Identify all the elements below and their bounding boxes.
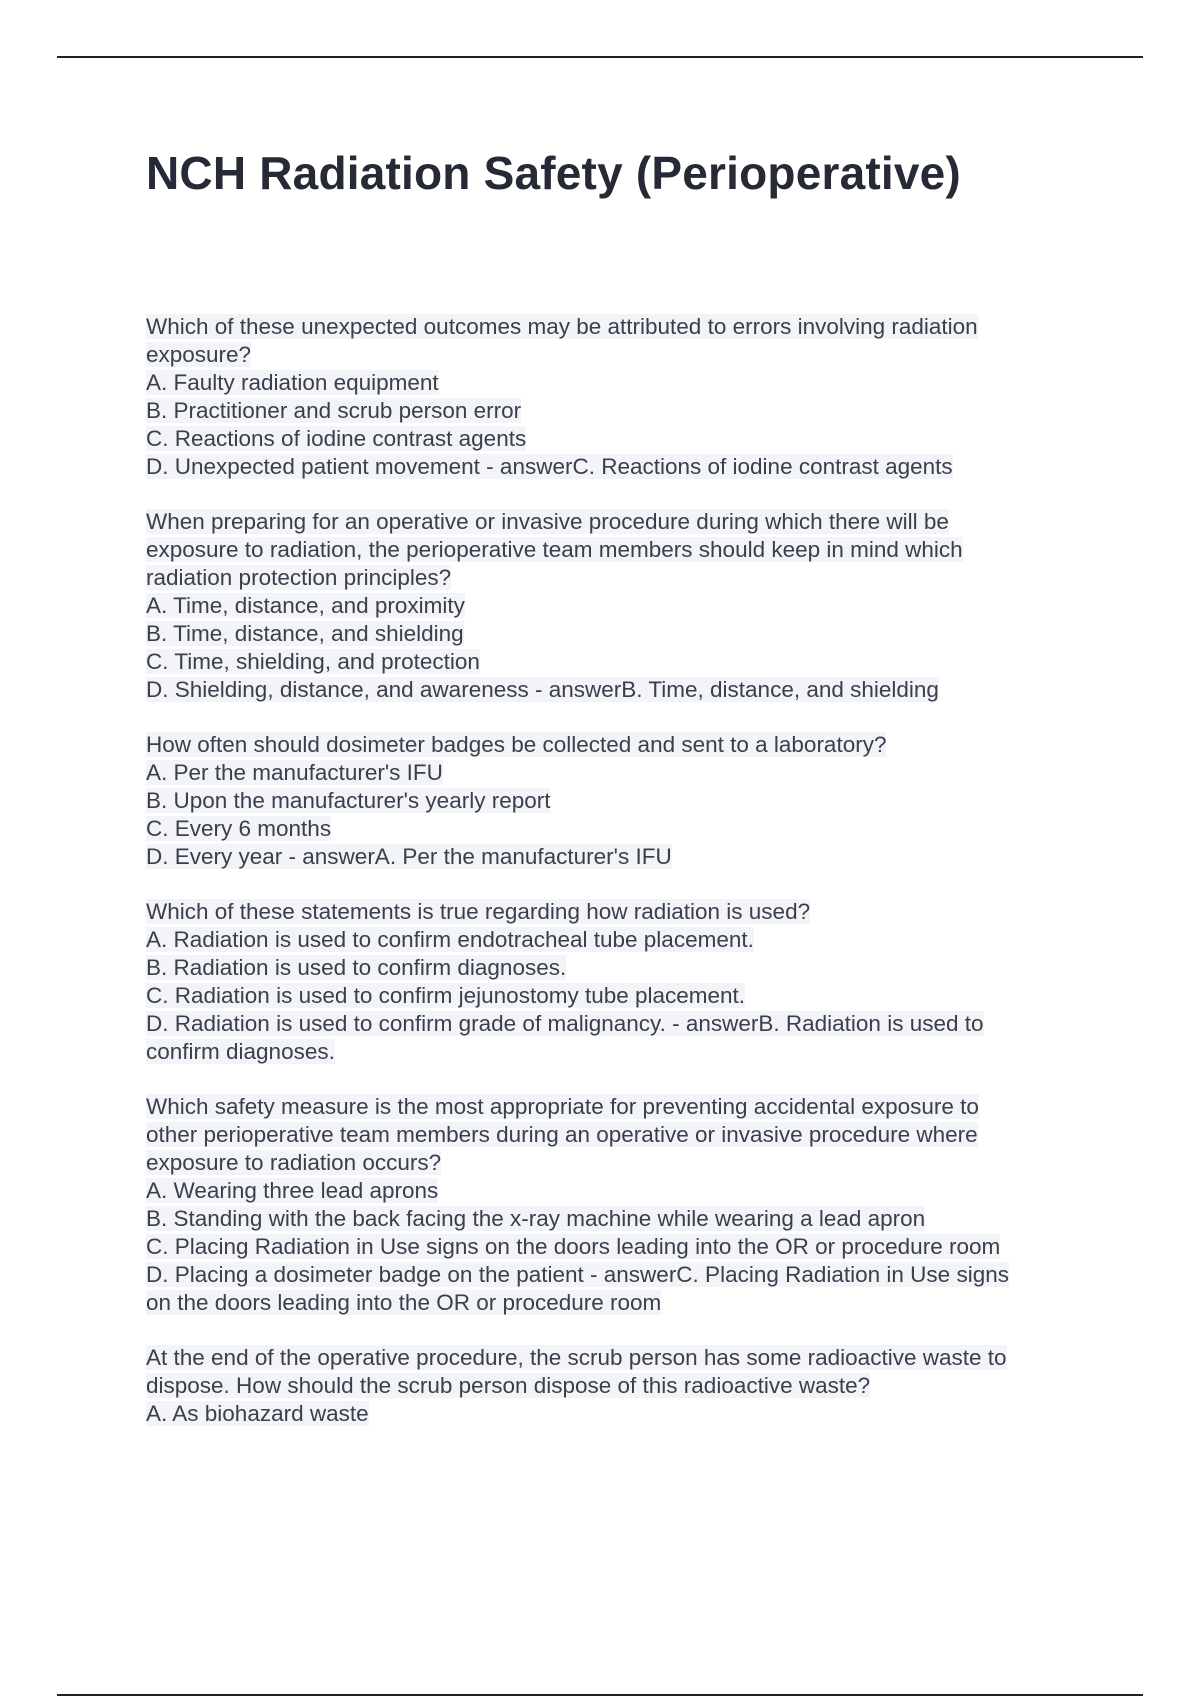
question-block (146, 898, 1086, 1066)
question-block (146, 508, 1086, 704)
answer-option: B. Standing with the back facing the x-ray machine while wearing a lead apron (146, 1206, 926, 1231)
question-list (146, 313, 1086, 1455)
answer-option: B. Time, distance, and shielding (146, 621, 464, 646)
answer-option: A. Per the manufacturer's IFU (146, 760, 443, 785)
answer-option: B. Practitioner and scrub person error (146, 398, 522, 423)
answer-option-with-answer: D. Placing a dosimeter badge on the patient - answerC. Placing Radiation in Use signs (146, 1262, 1009, 1287)
answer-option: A. As biohazard waste (146, 1401, 369, 1426)
answer-continuation: on the doors leading into the OR or procedure room (146, 1290, 662, 1315)
answer-option: C. Time, shielding, and protection (146, 649, 480, 674)
answer-option: C. Every 6 months (146, 816, 332, 841)
question-text: exposure to radiation, the perioperative team members should keep in mind which (146, 537, 963, 562)
question-block (146, 731, 1086, 871)
question-text: radiation protection principles? (146, 565, 452, 590)
question-text: exposure to radiation occurs? (146, 1150, 442, 1175)
answer-option: C. Placing Radiation in Use signs on the doors leading into the OR or procedure room (146, 1234, 1001, 1259)
answer-option-with-answer: D. Radiation is used to confirm grade of malignancy. - answerB. Radiation is used to (146, 1011, 984, 1036)
question-text: other perioperative team members during an operative or invasive procedure where (146, 1122, 978, 1147)
question-text: exposure? (146, 342, 252, 367)
question-text: When preparing for an operative or invasive procedure during which there will be (146, 509, 949, 534)
answer-option-with-answer: D. Shielding, distance, and awareness - answerB. Time, distance, and shielding (146, 677, 939, 702)
bottom-rule (57, 1694, 1143, 1696)
answer-option: B. Radiation is used to confirm diagnoses. (146, 955, 567, 980)
question-block (146, 313, 1086, 481)
question-text: Which safety measure is the most appropriate for preventing accidental exposure to (146, 1094, 979, 1119)
question-block (146, 1093, 1086, 1317)
answer-option: A. Wearing three lead aprons (146, 1178, 439, 1203)
answer-option: C. Reactions of iodine contrast agents (146, 426, 527, 451)
question-text: Which of these statements is true regarding how radiation is used? (146, 899, 811, 924)
top-rule (57, 56, 1143, 58)
answer-option-with-answer: D. Unexpected patient movement - answerC. Reactions of iodine contrast agents (146, 454, 953, 479)
answer-option: A. Faulty radiation equipment (146, 370, 439, 395)
question-text: How often should dosimeter badges be collected and sent to a laboratory? (146, 732, 887, 757)
answer-option: A. Time, distance, and proximity (146, 593, 465, 618)
page-title: NCH Radiation Safety (Perioperative) (146, 147, 961, 199)
answer-continuation: confirm diagnoses. (146, 1039, 335, 1064)
answer-option-with-answer: D. Every year - answerA. Per the manufacturer's IFU (146, 844, 672, 869)
answer-option: A. Radiation is used to confirm endotracheal tube placement. (146, 927, 754, 952)
question-text: Which of these unexpected outcomes may be attributed to errors involving radiation (146, 314, 978, 339)
question-text: At the end of the operative procedure, the scrub person has some radioactive waste to (146, 1345, 1007, 1370)
answer-option: B. Upon the manufacturer's yearly report (146, 788, 551, 813)
answer-option: C. Radiation is used to confirm jejunostomy tube placement. (146, 983, 746, 1008)
question-text: dispose. How should the scrub person dispose of this radioactive waste? (146, 1373, 871, 1398)
question-block (146, 1344, 1086, 1428)
